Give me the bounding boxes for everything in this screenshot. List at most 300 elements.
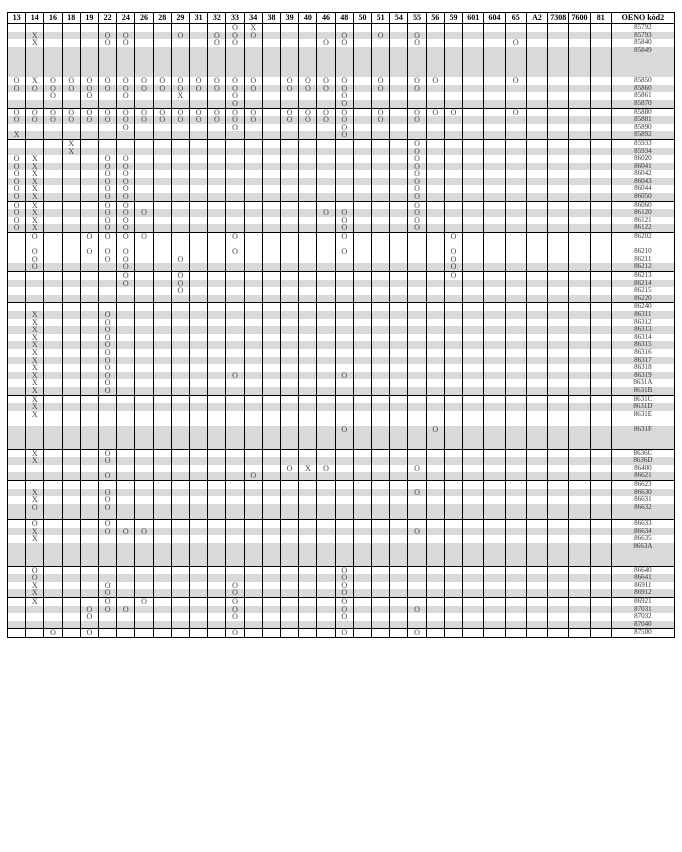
mark-cell: [153, 629, 171, 638]
table-row: [8, 621, 675, 629]
mark-cell: [390, 116, 408, 124]
mark-cell: O: [117, 178, 135, 186]
mark-cell: [484, 185, 505, 193]
column-header: 38: [262, 13, 280, 24]
mark-cell: [135, 449, 153, 457]
oeno-code-cell: 86311: [611, 311, 674, 319]
mark-cell: [171, 224, 189, 232]
mark-cell: [171, 489, 189, 497]
mark-cell: [281, 535, 299, 543]
mark-cell: [353, 124, 371, 132]
mark-cell: [8, 32, 26, 40]
mark-cell: [208, 535, 226, 543]
mark-cell: O: [444, 233, 462, 249]
mark-cell: [208, 496, 226, 504]
mark-cell: [226, 256, 244, 264]
mark-cell: [190, 403, 208, 411]
mark-cell: [353, 426, 371, 449]
mark-cell: [8, 357, 26, 365]
mark-cell: [463, 334, 484, 342]
mark-cell: [26, 621, 44, 629]
mark-cell: [153, 295, 171, 303]
mark-cell: [26, 426, 44, 449]
mark-cell: [526, 148, 547, 156]
mark-cell: [548, 496, 569, 504]
mark-cell: [190, 387, 208, 395]
mark-cell: [281, 280, 299, 288]
mark-cell: O: [335, 217, 353, 225]
mark-cell: [390, 489, 408, 497]
mark-cell: [80, 387, 98, 395]
mark-cell: [8, 280, 26, 288]
mark-cell: [262, 248, 280, 256]
mark-cell: X: [26, 489, 44, 497]
mark-cell: O: [408, 217, 426, 225]
column-header: 39: [281, 13, 299, 24]
mark-cell: [372, 379, 390, 387]
mark-cell: O: [408, 155, 426, 163]
mark-cell: [526, 217, 547, 225]
mark-cell: [390, 387, 408, 395]
mark-cell: [408, 449, 426, 457]
mark-cell: [548, 248, 569, 256]
mark-cell: [99, 543, 117, 566]
mark-cell: [26, 272, 44, 280]
mark-cell: O: [505, 77, 526, 85]
mark-cell: [171, 357, 189, 365]
mark-cell: [299, 47, 317, 77]
mark-cell: [190, 426, 208, 449]
mark-cell: [262, 108, 280, 116]
mark-cell: [526, 280, 547, 288]
mark-cell: [317, 193, 335, 201]
mark-cell: O: [99, 379, 117, 387]
mark-cell: O: [135, 528, 153, 536]
mark-cell: [317, 426, 335, 449]
mark-cell: [335, 311, 353, 319]
mark-cell: [408, 319, 426, 327]
mark-cell: [484, 92, 505, 100]
mark-cell: [590, 472, 611, 480]
mark-cell: [190, 233, 208, 249]
mark-cell: [590, 100, 611, 108]
mark-cell: [281, 472, 299, 480]
mark-cell: O: [317, 77, 335, 85]
mark-cell: [171, 170, 189, 178]
mark-cell: [299, 395, 317, 403]
mark-cell: [569, 201, 590, 209]
mark-cell: [526, 201, 547, 209]
mark-cell: O: [26, 263, 44, 271]
mark-cell: [548, 163, 569, 171]
mark-cell: [548, 116, 569, 124]
mark-cell: [548, 148, 569, 156]
mark-cell: [62, 319, 80, 327]
mark-cell: X: [26, 528, 44, 536]
mark-cell: O: [26, 256, 44, 264]
mark-cell: O: [8, 85, 26, 93]
mark-cell: [390, 411, 408, 426]
mark-cell: O: [408, 77, 426, 85]
mark-cell: O: [99, 170, 117, 178]
mark-cell: [353, 272, 371, 280]
mark-cell: [281, 597, 299, 605]
mark-cell: [44, 178, 62, 186]
mark-cell: [372, 124, 390, 132]
mark-cell: [569, 574, 590, 582]
mark-cell: [317, 47, 335, 77]
mark-cell: O: [99, 85, 117, 93]
mark-cell: [171, 24, 189, 32]
mark-cell: [426, 24, 444, 32]
mark-cell: [80, 163, 98, 171]
mark-cell: [226, 319, 244, 327]
mark-cell: [244, 606, 262, 614]
mark-cell: [548, 589, 569, 597]
mark-cell: [463, 32, 484, 40]
mark-cell: [8, 504, 26, 520]
mark-cell: [62, 326, 80, 334]
mark-cell: [569, 395, 590, 403]
mark-cell: [190, 372, 208, 380]
mark-cell: [262, 319, 280, 327]
mark-cell: [80, 426, 98, 449]
mark-cell: O: [99, 606, 117, 614]
mark-cell: [244, 319, 262, 327]
mark-cell: [208, 426, 226, 449]
mark-cell: [262, 589, 280, 597]
mark-cell: [226, 178, 244, 186]
header-row: [8, 13, 675, 24]
mark-cell: O: [117, 272, 135, 280]
mark-cell: [153, 621, 171, 629]
mark-cell: [299, 139, 317, 147]
mark-cell: [484, 77, 505, 85]
mark-cell: O: [281, 77, 299, 85]
mark-cell: [281, 311, 299, 319]
mark-cell: [484, 528, 505, 536]
mark-cell: [80, 357, 98, 365]
mark-cell: [8, 124, 26, 132]
mark-cell: O: [117, 170, 135, 178]
mark-cell: [135, 148, 153, 156]
mark-cell: [226, 457, 244, 465]
mark-cell: [372, 217, 390, 225]
mark-cell: [444, 92, 462, 100]
column-header: 34: [244, 13, 262, 24]
mark-cell: [505, 295, 526, 303]
mark-cell: O: [26, 85, 44, 93]
mark-cell: O: [80, 606, 98, 614]
mark-cell: [117, 496, 135, 504]
mark-cell: [299, 193, 317, 201]
mark-cell: [426, 47, 444, 77]
mark-cell: [526, 504, 547, 520]
mark-cell: [117, 287, 135, 295]
mark-cell: [408, 92, 426, 100]
mark-cell: [353, 411, 371, 426]
mark-cell: [190, 520, 208, 528]
mark-cell: O: [117, 155, 135, 163]
mark-cell: [484, 263, 505, 271]
mark-cell: [335, 357, 353, 365]
mark-cell: [262, 528, 280, 536]
mark-cell: [526, 372, 547, 380]
mark-cell: [463, 395, 484, 403]
mark-cell: [226, 193, 244, 201]
mark-cell: [484, 364, 505, 372]
mark-cell: [317, 92, 335, 100]
mark-cell: [171, 496, 189, 504]
mark-cell: [353, 139, 371, 147]
mark-cell: [244, 155, 262, 163]
mark-cell: [153, 201, 171, 209]
mark-cell: [26, 481, 44, 489]
mark-cell: [484, 224, 505, 232]
oeno-code-cell: 86621: [611, 472, 674, 480]
mark-cell: [99, 92, 117, 100]
mark-cell: [117, 535, 135, 543]
mark-cell: [569, 209, 590, 217]
mark-cell: [190, 263, 208, 271]
mark-cell: [569, 193, 590, 201]
mark-cell: [44, 139, 62, 147]
mark-cell: [317, 606, 335, 614]
mark-cell: [244, 426, 262, 449]
mark-cell: [208, 256, 226, 264]
mark-cell: [390, 364, 408, 372]
mark-cell: [426, 387, 444, 395]
mark-cell: [262, 116, 280, 124]
mark-cell: O: [135, 597, 153, 605]
mark-cell: [372, 372, 390, 380]
mark-cell: [505, 233, 526, 249]
oeno-code-cell: 86214: [611, 280, 674, 288]
mark-cell: [281, 92, 299, 100]
mark-cell: [44, 272, 62, 280]
mark-cell: [353, 319, 371, 327]
mark-cell: [262, 629, 280, 638]
mark-cell: [569, 92, 590, 100]
mark-cell: O: [408, 139, 426, 147]
mark-cell: [390, 163, 408, 171]
mark-cell: O: [99, 116, 117, 124]
table-row: [8, 32, 675, 40]
table-row: [8, 364, 675, 372]
mark-cell: [117, 629, 135, 638]
mark-cell: [208, 504, 226, 520]
table-row: [8, 582, 675, 590]
table-row: [8, 303, 675, 311]
mark-cell: [262, 496, 280, 504]
mark-cell: [117, 295, 135, 303]
mark-cell: [171, 426, 189, 449]
mark-cell: [153, 287, 171, 295]
mark-cell: [62, 574, 80, 582]
mark-cell: [8, 47, 26, 77]
mark-cell: [135, 372, 153, 380]
mark-cell: [353, 47, 371, 77]
mark-cell: O: [99, 349, 117, 357]
mark-cell: O: [226, 92, 244, 100]
mark-cell: [408, 24, 426, 32]
mark-cell: [372, 449, 390, 457]
mark-cell: [353, 108, 371, 116]
mark-cell: [390, 185, 408, 193]
mark-cell: O: [208, 85, 226, 93]
mark-cell: [590, 613, 611, 621]
mark-cell: [171, 528, 189, 536]
mark-cell: X: [299, 465, 317, 473]
mark-cell: [505, 582, 526, 590]
mark-cell: [408, 311, 426, 319]
table-row: [8, 77, 675, 85]
mark-cell: [299, 349, 317, 357]
mark-cell: [408, 403, 426, 411]
mark-cell: [444, 597, 462, 605]
mark-cell: [463, 163, 484, 171]
mark-cell: O: [408, 629, 426, 638]
mark-cell: O: [226, 613, 244, 621]
mark-cell: [99, 100, 117, 108]
mark-cell: [548, 449, 569, 457]
mark-cell: [208, 217, 226, 225]
mark-cell: [390, 582, 408, 590]
column-header: 7308: [548, 13, 569, 24]
mark-cell: O: [444, 248, 462, 256]
mark-cell: [80, 24, 98, 32]
mark-cell: [548, 24, 569, 32]
mark-cell: [372, 606, 390, 614]
mark-cell: [569, 326, 590, 334]
mark-cell: [526, 357, 547, 365]
mark-cell: [153, 357, 171, 365]
mark-cell: [426, 272, 444, 280]
mark-cell: [372, 403, 390, 411]
mark-cell: [444, 303, 462, 311]
table-row: [8, 520, 675, 528]
mark-cell: [190, 178, 208, 186]
mark-cell: [444, 349, 462, 357]
mark-cell: [426, 263, 444, 271]
mark-cell: [226, 387, 244, 395]
mark-cell: [372, 155, 390, 163]
mark-cell: [484, 295, 505, 303]
mark-cell: [590, 287, 611, 295]
mark-cell: [262, 349, 280, 357]
mark-cell: [548, 217, 569, 225]
mark-cell: [484, 597, 505, 605]
mark-cell: [153, 326, 171, 334]
mark-cell: [372, 465, 390, 473]
mark-cell: [44, 379, 62, 387]
mark-cell: [171, 457, 189, 465]
mark-cell: [262, 311, 280, 319]
mark-cell: O: [444, 263, 462, 271]
mark-cell: [372, 131, 390, 139]
mark-cell: [117, 566, 135, 574]
mark-cell: [8, 364, 26, 372]
mark-cell: [526, 131, 547, 139]
mark-cell: [548, 411, 569, 426]
mark-cell: [262, 364, 280, 372]
mark-cell: [526, 77, 547, 85]
mark-cell: [62, 621, 80, 629]
mark-cell: [390, 504, 408, 520]
mark-cell: [484, 272, 505, 280]
mark-cell: [135, 295, 153, 303]
mark-cell: [526, 319, 547, 327]
mark-cell: [484, 85, 505, 93]
mark-cell: [244, 528, 262, 536]
mark-cell: [171, 319, 189, 327]
mark-cell: [505, 326, 526, 334]
mark-cell: [190, 457, 208, 465]
mark-cell: [226, 411, 244, 426]
mark-cell: [526, 489, 547, 497]
mark-cell: [426, 589, 444, 597]
mark-cell: [226, 403, 244, 411]
mark-cell: [208, 319, 226, 327]
mark-cell: [135, 364, 153, 372]
mark-cell: [244, 326, 262, 334]
mark-cell: [569, 481, 590, 489]
mark-cell: [171, 148, 189, 156]
mark-cell: [244, 280, 262, 288]
mark-cell: O: [99, 589, 117, 597]
mark-cell: O: [408, 170, 426, 178]
mark-cell: [426, 155, 444, 163]
mark-cell: [281, 47, 299, 77]
mark-cell: X: [244, 24, 262, 32]
mark-cell: [505, 193, 526, 201]
mark-cell: [444, 528, 462, 536]
mark-cell: O: [408, 209, 426, 217]
mark-cell: [44, 163, 62, 171]
mark-cell: [372, 334, 390, 342]
mark-cell: [190, 357, 208, 365]
mark-cell: [190, 201, 208, 209]
mark-cell: [44, 589, 62, 597]
mark-cell: [99, 124, 117, 132]
mark-cell: [281, 489, 299, 497]
mark-cell: [408, 233, 426, 249]
mark-cell: [44, 481, 62, 489]
mark-cell: [153, 574, 171, 582]
mark-cell: [244, 566, 262, 574]
mark-cell: [62, 528, 80, 536]
mark-cell: [408, 364, 426, 372]
mark-cell: O: [190, 116, 208, 124]
mark-cell: [463, 124, 484, 132]
oeno-code-cell: 85840: [611, 39, 674, 47]
mark-cell: [8, 372, 26, 380]
mark-cell: [408, 372, 426, 380]
mark-cell: [390, 535, 408, 543]
mark-cell: [26, 280, 44, 288]
mark-cell: [426, 457, 444, 465]
mark-cell: O: [99, 582, 117, 590]
mark-cell: O: [281, 108, 299, 116]
mark-cell: [505, 148, 526, 156]
mark-cell: [26, 92, 44, 100]
mark-cell: X: [26, 395, 44, 403]
mark-cell: [190, 334, 208, 342]
mark-cell: O: [317, 108, 335, 116]
mark-cell: [8, 457, 26, 465]
mark-cell: [317, 100, 335, 108]
mark-cell: [317, 535, 335, 543]
